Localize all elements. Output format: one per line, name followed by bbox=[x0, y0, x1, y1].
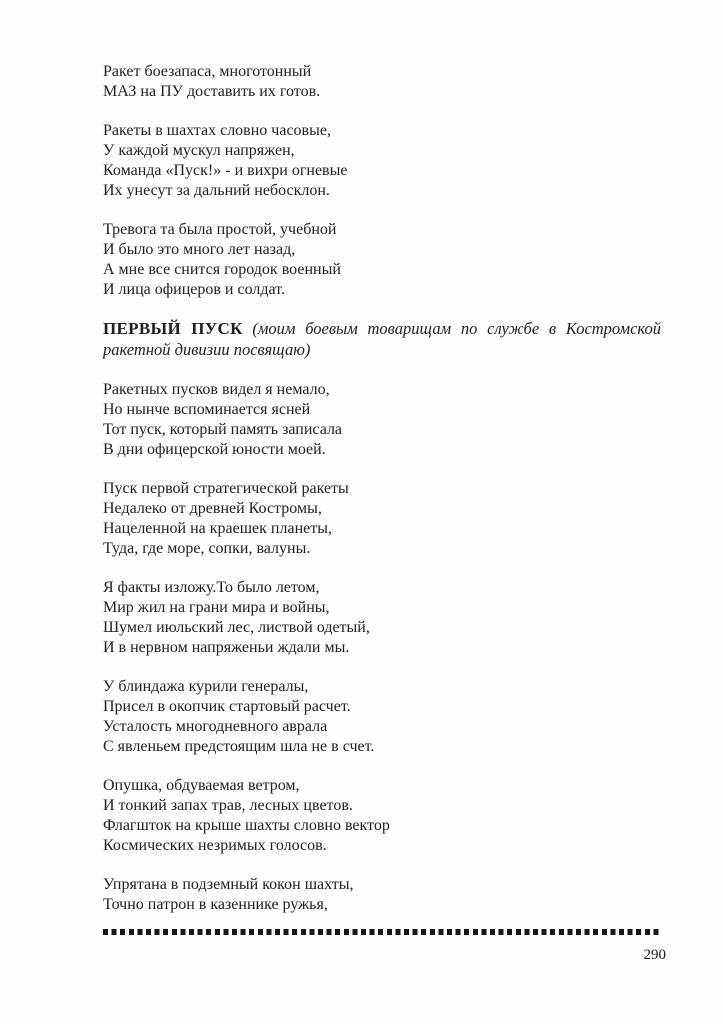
page-content bbox=[103, 62, 661, 935]
poem-dedication-part1: (моим боевым товарищам по службе в Костромской bbox=[252, 319, 661, 338]
poem-line: Усталость многодневного аврала bbox=[103, 718, 328, 735]
poem-line: Мир жил на грани мира и войны, bbox=[103, 599, 330, 616]
poem-line: Но нынче вспоминается ясней bbox=[103, 401, 311, 418]
poem-heading bbox=[103, 319, 661, 361]
poem-line: Тревога та была простой, учебной bbox=[103, 221, 337, 238]
poem-line: МАЗ на ПУ доставить их готов. bbox=[103, 83, 321, 100]
poem-line: И было это много лет назад, bbox=[103, 241, 296, 258]
page-number: 290 bbox=[643, 947, 666, 963]
poem-line: Их унесут за дальний небосклон. bbox=[103, 182, 330, 199]
poem-line: Присел в окопчик стартовый расчет. bbox=[103, 698, 351, 715]
dotted-separator bbox=[103, 929, 661, 935]
poem-line: Недалеко от древней Костромы, bbox=[103, 500, 322, 517]
poem-line: У блиндажа курили генералы, bbox=[103, 678, 309, 695]
poem-line: Упрятана в подземный кокон шахты, bbox=[103, 876, 354, 893]
poem-line: Туда, где море, сопки, валуны. bbox=[103, 540, 311, 557]
poem-line: Тот пуск, который память записала bbox=[103, 421, 343, 438]
stanza bbox=[103, 121, 661, 201]
stanza bbox=[103, 578, 661, 658]
stanza bbox=[103, 479, 661, 559]
stanza bbox=[103, 220, 661, 300]
poem-line: Точно патрон в казеннике ружья, bbox=[103, 896, 328, 913]
poem-line: И лица офицеров и солдат. bbox=[103, 281, 285, 298]
poem-line: Команда «Пуск!» - и вихри огневые bbox=[103, 162, 348, 179]
poem-line: Ракеты в шахтах словно часовые, bbox=[103, 122, 331, 139]
poem-line: Я факты изложу.То было летом, bbox=[103, 579, 320, 596]
poem-line: И в нервном напряженьи ждали мы. bbox=[103, 639, 350, 656]
poem-line: Пуск первой стратегической ракеты bbox=[103, 480, 349, 497]
poem-line: Ракет боезапаса, многотонный bbox=[103, 63, 312, 80]
poem-line: В дни офицерской юности моей. bbox=[103, 441, 326, 458]
poem-heading-line2 bbox=[103, 340, 661, 361]
poem-title: ПЕРВЫЙ ПУСК bbox=[103, 319, 243, 338]
poem-line: И тонкий запах трав, лесных цветов. bbox=[103, 797, 353, 814]
stanza bbox=[103, 380, 661, 460]
stanza bbox=[103, 875, 661, 915]
poem-line: Флагшток на крыше шахты словно вектор bbox=[103, 817, 390, 834]
poem-line: Шумел июльский лес, листвой одетый, bbox=[103, 619, 370, 636]
stanza bbox=[103, 677, 661, 757]
poem-line: Нацеленной на краешек планеты, bbox=[103, 520, 332, 537]
poem-line: С явленьем предстоящим шла не в счет. bbox=[103, 738, 375, 755]
poem-line: У каждой мускул напряжен, bbox=[103, 142, 295, 159]
poem-line: Опушка, обдуваемая ветром, bbox=[103, 777, 300, 794]
poem-line: А мне все снится городок военный bbox=[103, 261, 341, 278]
stanza bbox=[103, 62, 661, 102]
poem-line: Ракетных пусков видел я немало, bbox=[103, 381, 330, 398]
poem-heading-line1 bbox=[103, 319, 661, 340]
stanza bbox=[103, 776, 661, 856]
poem-line: Космических незримых голосов. bbox=[103, 837, 327, 854]
poem-dedication-part2: ракетной дивизии посвящаю) bbox=[103, 340, 311, 359]
